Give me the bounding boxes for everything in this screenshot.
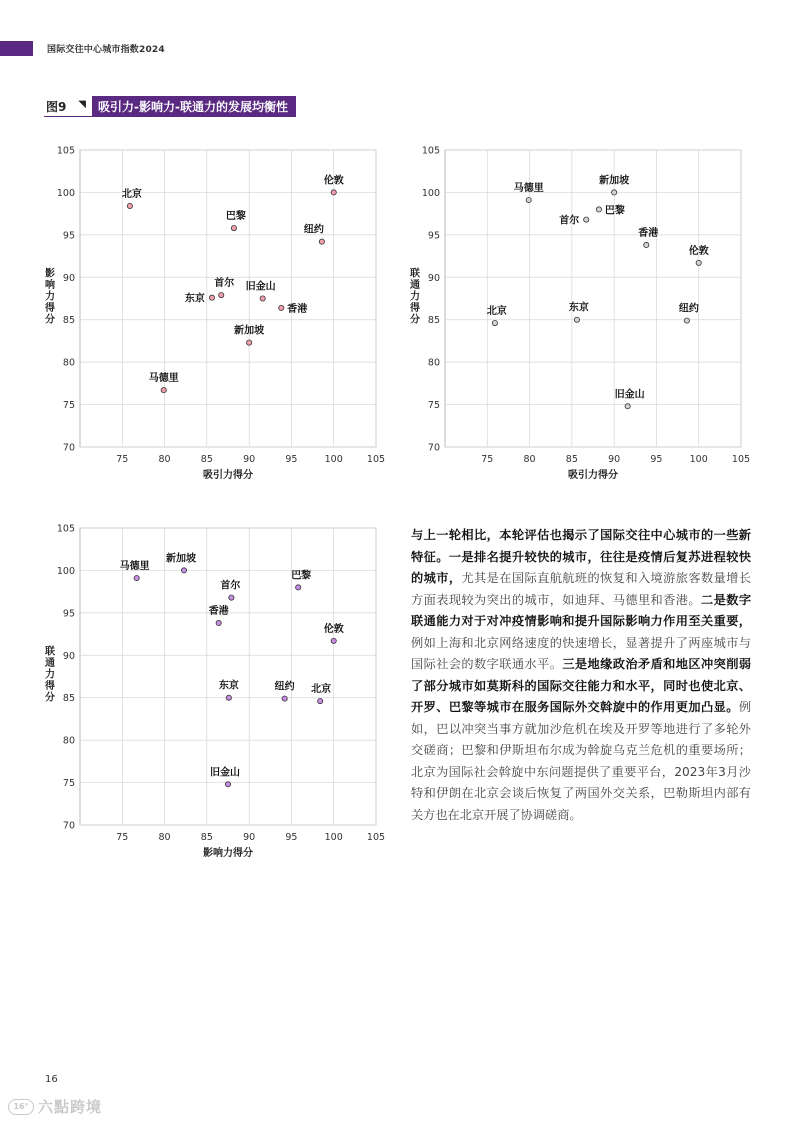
- figure-number: 图9: [46, 99, 67, 114]
- y-tick-label: 100: [421, 187, 440, 199]
- data-point-label: 新加坡: [234, 325, 265, 337]
- data-point-label: 马德里: [513, 183, 544, 195]
- y-axis-label-char: 联: [410, 268, 420, 280]
- data-point-label: 旧金山: [614, 389, 645, 401]
- x-tick-label: 105: [366, 454, 386, 465]
- data-point: [282, 696, 287, 701]
- data-point: [696, 260, 701, 265]
- x-axis-label: 吸引力得分: [203, 470, 253, 481]
- x-tick-label: 105: [731, 454, 751, 465]
- x-tick-label: 80: [158, 454, 171, 465]
- data-point-label: 东京: [218, 680, 239, 692]
- data-point: [318, 699, 323, 704]
- y-tick-label: 90: [62, 272, 75, 284]
- data-point: [574, 317, 579, 322]
- data-point-label: 香港: [638, 228, 659, 240]
- y-tick-label: 100: [56, 187, 75, 199]
- y-tick-label: 95: [62, 608, 75, 620]
- x-tick-label: 95: [285, 454, 298, 465]
- x-tick-label: 90: [243, 832, 256, 843]
- y-axis-label-char: 联: [45, 646, 55, 658]
- figure-caption: [44, 96, 296, 117]
- x-axis-label: 吸引力得分: [568, 470, 618, 481]
- data-point: [612, 190, 617, 195]
- y-axis-label-char: 通: [410, 280, 420, 291]
- data-point-label: 北京: [486, 306, 507, 318]
- x-tick-label: 85: [200, 454, 213, 465]
- body-paragraph: [411, 525, 751, 826]
- y-tick-label: 85: [427, 315, 440, 327]
- data-point-label: 马德里: [148, 373, 179, 385]
- y-tick-label: 105: [421, 145, 440, 157]
- data-point: [684, 318, 689, 323]
- y-tick-label: 95: [427, 230, 440, 242]
- data-point: [219, 293, 224, 298]
- x-tick-label: 75: [116, 454, 129, 465]
- data-point-label: 香港: [208, 606, 229, 618]
- y-tick-label: 75: [62, 400, 75, 412]
- data-point: [644, 242, 649, 247]
- data-point-label: 纽约: [303, 224, 324, 236]
- x-tick-label: 75: [116, 832, 129, 843]
- data-point-label: 伦敦: [323, 175, 344, 187]
- y-axis-label-char: 力: [45, 669, 55, 681]
- data-point: [225, 782, 230, 787]
- x-tick-label: 75: [481, 454, 494, 465]
- data-point-label: 巴黎: [291, 570, 312, 582]
- scatter-chart-attraction-connectivity: [405, 140, 755, 485]
- y-tick-label: 95: [62, 230, 75, 242]
- x-tick-label: 80: [523, 454, 536, 465]
- y-axis-label-char: 得: [45, 681, 55, 692]
- data-point: [492, 321, 497, 326]
- y-tick-label: 105: [56, 145, 75, 157]
- y-tick-label: 70: [62, 442, 75, 454]
- y-tick-label: 85: [62, 693, 75, 705]
- scatter-chart-influence-connectivity: [40, 518, 390, 863]
- data-point: [216, 620, 221, 625]
- chart-svg: [40, 140, 390, 485]
- x-tick-label: 100: [689, 454, 708, 465]
- y-axis-label-char: 分: [45, 314, 55, 326]
- watermark-logo-icon: 16°: [8, 1099, 34, 1115]
- x-tick-label: 90: [608, 454, 621, 465]
- data-point: [209, 295, 214, 300]
- x-tick-label: 100: [324, 832, 343, 843]
- y-tick-label: 80: [62, 735, 75, 747]
- y-axis-label-char: 分: [410, 314, 420, 326]
- y-tick-label: 100: [56, 565, 75, 577]
- data-point: [331, 190, 336, 195]
- data-point-label: 首尔: [559, 215, 580, 227]
- y-tick-label: 80: [427, 357, 440, 369]
- data-point-label: 伦敦: [323, 623, 344, 635]
- scatter-chart-attraction-influence: [40, 140, 390, 485]
- y-tick-label: 90: [427, 272, 440, 284]
- data-point: [229, 595, 234, 600]
- y-axis-label: [45, 267, 55, 326]
- watermark-text: 六點跨境: [38, 1098, 103, 1116]
- plot-frame: [445, 150, 741, 447]
- text-bold-2: 二是数字联通能力对于对冲疫情影响和提升国际影响力作用至关重要，: [411, 592, 752, 628]
- text-normal-2: 例如上海和北京网络速度的快速增长，显著提升了两座城市与国际社会的数字联通水平。: [411, 635, 751, 671]
- data-point-label: 巴黎: [604, 205, 625, 217]
- data-point-label: 北京: [311, 684, 332, 696]
- data-point: [596, 207, 601, 212]
- x-tick-label: 90: [243, 454, 256, 465]
- x-tick-label: 80: [158, 832, 171, 843]
- data-point-label: 首尔: [220, 580, 241, 592]
- data-point: [296, 585, 301, 590]
- y-axis-label-char: 得: [45, 303, 55, 314]
- x-axis-label: 影响力得分: [203, 848, 253, 859]
- watermark: [8, 1096, 102, 1117]
- plot-frame: [80, 528, 376, 825]
- data-point-label: 北京: [121, 189, 142, 201]
- x-tick-label: 85: [200, 832, 213, 843]
- data-point-label: 旧金山: [210, 767, 240, 779]
- data-point: [231, 225, 236, 230]
- data-point: [584, 217, 589, 222]
- data-point-label: 首尔: [214, 278, 235, 290]
- data-point-label: 伦敦: [688, 245, 709, 257]
- page-number: 16: [45, 1074, 58, 1085]
- y-tick-label: 80: [62, 357, 75, 369]
- y-axis-label-char: 响: [45, 280, 55, 291]
- data-point: [181, 568, 186, 573]
- y-axis-label-char: 力: [45, 291, 55, 303]
- data-point-label: 新加坡: [599, 175, 630, 187]
- y-axis-label-char: 力: [410, 291, 420, 303]
- data-point: [260, 296, 265, 301]
- figure-number-box: [44, 96, 92, 117]
- x-tick-label: 105: [366, 832, 386, 843]
- data-point: [331, 638, 336, 643]
- chart-svg: [40, 518, 390, 863]
- y-axis-label: [45, 645, 55, 704]
- y-tick-label: 105: [56, 523, 75, 535]
- header-accent-bar: [0, 41, 33, 56]
- data-point-label: 纽约: [678, 303, 699, 315]
- corner-mark-icon: ◥: [78, 99, 86, 110]
- x-tick-label: 85: [565, 454, 578, 465]
- text-bold-3: 三是地缘政治矛盾和地区冲突削弱了部分城市如莫斯科的国际交往能力和水平，同时也使北京、开罗、巴黎等城市在服务国际外交斡旋中的作用更加凸显。: [411, 657, 752, 714]
- y-axis-label-char: 通: [45, 658, 55, 669]
- y-axis-label-char: 分: [45, 692, 55, 704]
- y-axis-label: [410, 267, 420, 326]
- x-tick-label: 95: [285, 832, 298, 843]
- data-point: [526, 197, 531, 202]
- chart-svg: [405, 140, 755, 485]
- y-tick-label: 75: [62, 778, 75, 790]
- text-bold-1: 与上一轮相比，本轮评估也揭示了国际交往中心城市的一些新特征。一是排名提升较快的城市，往往是疫情后复苏进程较快的城市，: [411, 528, 751, 585]
- data-point-label: 香港: [287, 303, 308, 315]
- report-title: 国际交往中心城市指数2024: [47, 45, 165, 55]
- x-tick-label: 95: [650, 454, 663, 465]
- data-point: [134, 575, 139, 580]
- text-normal-1: 尤其是在国际直航航班的恢复和入境游旅客数量增长方面表现较为突出的城市，如迪拜、马德里和香港。: [411, 571, 752, 607]
- data-point: [226, 695, 231, 700]
- data-point-label: 东京: [568, 302, 589, 314]
- y-tick-label: 70: [427, 442, 440, 454]
- data-point: [625, 404, 630, 409]
- data-point: [319, 239, 324, 244]
- y-tick-label: 75: [427, 400, 440, 412]
- y-axis-label-char: 影: [45, 268, 55, 280]
- data-point-label: 旧金山: [245, 281, 276, 293]
- data-point-label: 纽约: [274, 681, 295, 693]
- y-axis-label-char: 得: [410, 303, 420, 314]
- y-tick-label: 70: [62, 820, 75, 832]
- y-tick-label: 90: [62, 650, 75, 662]
- x-tick-label: 100: [324, 454, 343, 465]
- data-point-label: 新加坡: [166, 553, 197, 565]
- data-point: [279, 305, 284, 310]
- data-point-label: 马德里: [119, 561, 150, 573]
- data-point: [161, 388, 166, 393]
- data-point: [127, 203, 132, 208]
- data-point-label: 巴黎: [225, 211, 246, 223]
- data-point-label: 东京: [184, 293, 205, 305]
- y-tick-label: 85: [62, 315, 75, 327]
- text-normal-3: 例如，巴以冲突当事方就加沙危机在埃及开罗等地进行了多轮外交磋商；巴黎和伊斯坦布尔成为斡旋乌克兰危机的重要场所；北京为国际社会斡旋中东问题提供了重要平台，2023年3月沙特和伊朗在北京会谈后恢复了两国外交关系，巴勒斯坦内部有关方也在北京开展了协调磋商。: [411, 700, 751, 822]
- figure-title: 吸引力-影响力-联通力的发展均衡性: [92, 96, 296, 117]
- data-point: [247, 340, 252, 345]
